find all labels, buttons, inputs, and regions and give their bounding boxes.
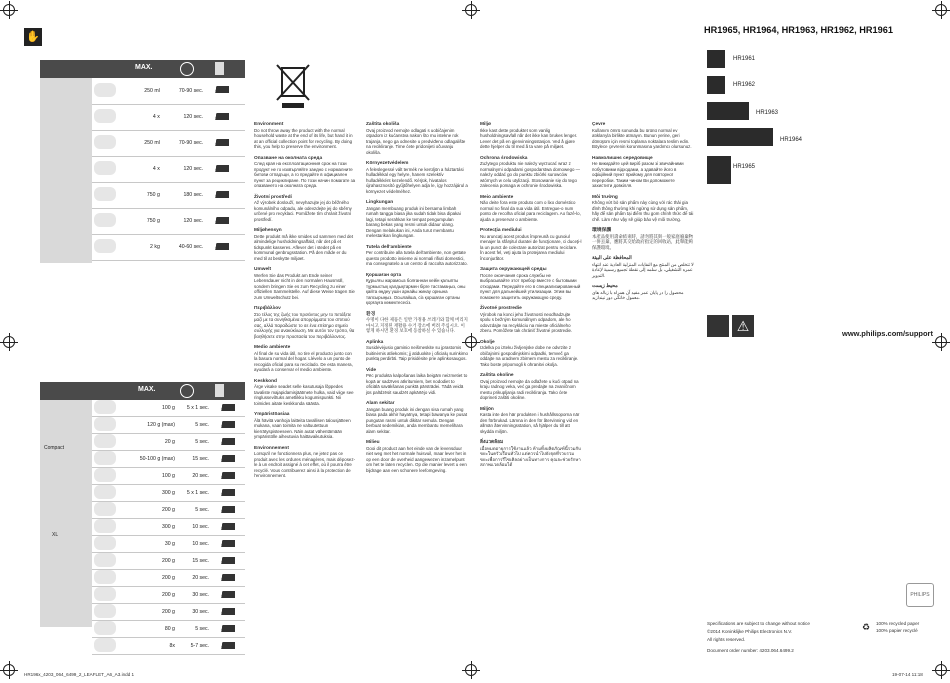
time-cell: 120 sec.	[162, 156, 205, 182]
time-cell: 5 sec.	[177, 417, 211, 434]
speed-icon	[211, 604, 245, 621]
section-heading: Medio ambiente	[254, 345, 291, 350]
section-heading: Vide	[366, 367, 377, 373]
time-cell: 5 sec.	[177, 621, 211, 638]
text-section	[254, 344, 356, 373]
speed-icon	[211, 570, 245, 587]
section-body: Jangan membuang produk ini bersama limbah rumah tangga biasa jika sudah tidak bisa dipakai lagi, tetapi serahkan ke tempat pengumpulan barang bekas yang resmi untuk didaur ulang. Dengan melakukan ini, Anda turut membantu melestarikan lingkungan.	[366, 205, 461, 238]
ingredient-icon	[92, 156, 132, 182]
time-cell: 70-90 sec.	[162, 78, 205, 104]
ingredient-icon	[92, 502, 126, 519]
section-heading: Защита окружающей среды	[480, 267, 547, 272]
section-heading: Môi trường	[592, 194, 618, 200]
registration-mark-bottom-right	[935, 664, 947, 676]
amount-cell: 300 g	[126, 519, 177, 536]
section-heading: Umwelt	[254, 267, 272, 272]
ingredient-icon	[92, 234, 132, 260]
section-body: Jangan buang produk ini dengan sisa rumah yang biasa pada akhir hayatnya, tetapi bawanya ke pusat pungutan rasmi untuk dikitar semula. Dengan berbuat sedemikian, anda membantu memelihara alam sekitar.	[366, 406, 468, 434]
speed-icon	[211, 536, 245, 553]
section-heading: Milieu	[366, 440, 380, 445]
device-image-column	[40, 78, 92, 263]
speed-icon	[205, 78, 245, 104]
ingredient-icon	[92, 553, 126, 570]
time-cell: 180 sec.	[162, 182, 205, 208]
table2-row	[92, 638, 245, 655]
table1-row	[92, 130, 245, 156]
text-section	[592, 121, 694, 150]
ingredient-icon	[92, 621, 126, 638]
section-heading: Környezetvédelem	[366, 161, 409, 166]
section-body: След края на експлоатационния срок на този продукт не го изхвърляйте заедно с нормалните битови отпадъци, а го предайте в официален пункт за рециклиране. По този начин помагате за опазването на околната среда.	[254, 161, 356, 188]
spec-note: Specifications are subject to change without notice	[707, 621, 810, 626]
table2-row	[92, 621, 245, 638]
speed-icon	[211, 553, 245, 570]
section-body: Ärge visake seadet selle kasutusaja lõppedes tavaliste majapidamisjäätmete hulka, vaid viige see ringlussevõtuks ametlikku kogumispunkti. Nii toimides aitate keskkonda säästa.	[254, 384, 354, 406]
product-image-hr1961	[707, 50, 725, 68]
section-body: Per contribuire alla tutela dell'ambiente, non gettate questo prodotto insieme ai normali rifiuti domestici, ma consegnatelo a un centro di raccolta autorizzato.	[366, 250, 468, 266]
section-heading: Keskkond	[254, 378, 277, 384]
time-cell: 10 sec.	[177, 519, 211, 536]
max-label: MAX.	[135, 64, 153, 71]
table2-row	[92, 451, 245, 468]
section-body: เมื่อหมดอายุการใช้งานแล้ว ห้ามทิ้งผลิตภัณฑ์นี้รวมกับขยะในครัวเรือนทั่วไป แต่ควรนำไปยังจุดที่รวบรวมขยะเพื่อการรีไซเคิลอย่างเป็นทางการ คุณจะช่วยรักษาสภาพแวดล้อมได้	[480, 445, 581, 467]
text-column-3	[480, 121, 582, 473]
model-label-hr1962: HR1962	[733, 82, 756, 88]
speed-icon	[211, 502, 245, 519]
speed-icon	[205, 104, 245, 130]
text-section	[254, 155, 356, 189]
section-body: Ikke kast dette produktet som vanlig husholdningsavfall når det ikke kan brukes lenger. Lever det på en gjenvinningsstasjon. Ved å gjøre dette hjelper du til med å ta vare på miljøet.	[480, 127, 578, 149]
ingredient-icon	[92, 434, 126, 451]
product-image-hr1964	[707, 128, 773, 146]
registration-mark-bottom-center	[465, 664, 477, 676]
table2-row	[92, 519, 245, 536]
page-title: HR1965, HR1964, HR1963, HR1962, HR1961	[704, 25, 893, 35]
amount-cell: 100 g	[126, 468, 177, 485]
amount-cell: 750 g	[132, 182, 162, 208]
ingredient-icon	[92, 638, 126, 655]
section-body: Kasta inte den här produkten i hushållssoporna när den förbrukad. Lämna in den för återvinning vid en allmän återvinningsstation, så hjälper du till att skydda miljön.	[480, 412, 580, 434]
section-heading: Miljøhensyn	[254, 228, 282, 233]
section-heading: Ympäristöasiaa	[254, 412, 290, 417]
text-section	[366, 272, 468, 306]
amount-cell: 2 kg	[132, 234, 162, 260]
section-body: Não deite fora este produto com o lixo doméstico normal no final da sua vida útil. Entregue-o num ponto de recolha oficial para reciclagem. Ao fazê-lo, ajuda a preservar o ambiente.	[480, 200, 581, 222]
ingredient-icon	[92, 519, 126, 536]
section-body: 수명이 다한 제품은 일반 가정용 쓰레기와 함께 버리지 마시고 지정된 재활용 수거 장소에 버려 주십시오. 이렇게 하시면 환경 보호에 동참하실 수 있습니다.	[366, 317, 468, 333]
crossed-bin-icon	[272, 60, 314, 110]
ingredient-icon	[92, 570, 126, 587]
timer-icon-2	[180, 384, 194, 398]
beaker-icon-2	[215, 384, 224, 397]
file-slug: HR196x_4203_064_6499_2_LEAFLET_A6_A3.indd 1	[24, 672, 135, 677]
xl-label: XL	[52, 532, 59, 538]
table2-row	[92, 604, 245, 621]
text-section	[254, 227, 356, 261]
time-cell: 30 sec.	[177, 604, 211, 621]
amount-cell: 50-100 g (max)	[126, 451, 177, 468]
section-heading: محیط زیست	[592, 284, 618, 289]
ingredient-icon	[92, 182, 132, 208]
section-heading: Životní prostředí	[254, 194, 292, 200]
speed-icon	[205, 234, 245, 260]
text-section	[254, 121, 356, 150]
text-section	[254, 445, 356, 479]
text-section	[366, 121, 468, 155]
text-section	[592, 283, 694, 301]
date-slug: 19-07-14 11:18	[892, 672, 923, 677]
text-section	[480, 339, 582, 368]
time-cell: 120 sec.	[162, 104, 205, 130]
text-column-4	[592, 121, 694, 306]
section-heading: Опазване на околната среда	[254, 155, 323, 161]
amount-cell: 30 g	[126, 536, 177, 553]
text-section	[480, 194, 582, 223]
amount-cell: 250 ml	[132, 130, 162, 156]
section-heading: สิ่งแวดล้อม	[480, 440, 504, 445]
speed-icon	[205, 182, 245, 208]
amount-cell: 200 g	[126, 604, 177, 621]
philips-logo: PHILIPS	[906, 583, 934, 607]
ingredient-icon	[92, 485, 126, 502]
section-body: Al final de su vida útil, no tire el producto junto con la basura normal del hogar. Llévelo a un punto de recogida oficial para su reciclado. De esta manera, ayudará a conservar el medio ambiente.	[254, 350, 353, 372]
registration-mark-bottom-left	[3, 664, 15, 676]
text-section	[592, 155, 694, 189]
section-heading: Protecţia mediului	[480, 228, 522, 233]
text-section	[254, 378, 356, 407]
speed-icon	[211, 587, 245, 604]
section-heading: Zaštita okoliša	[366, 122, 400, 127]
section-heading: Қоршаған орта	[366, 272, 402, 278]
section-body: Στο τέλος της ζωής του προϊόντος μην το πετάξετε μαζί με τα συνηθισμένα απορρίμματα του σπιτιού σας, αλλά παραδώστε το σε ένα επίσημο σημείο συλλογής για ανακύκλωση. Με αυτόν τον τρόπο, θα βοηθήσετε στην προστασία του περιβάλλοντος.	[254, 311, 355, 339]
usage-table-2-header	[40, 382, 245, 400]
ingredient-icon	[92, 451, 126, 468]
table1-row	[92, 104, 245, 130]
time-cell: 20 sec.	[177, 468, 211, 485]
text-column-2	[366, 121, 468, 478]
recycled-paper-en: 100% recycled paper	[876, 621, 920, 626]
usage-table-1-header	[40, 60, 245, 78]
section-body: Dette produkt må ikke smides ud sammen med det almindelige husholdningsaffald, når det på et tidspunkt kasseres. Aflever det i stedet på en kommunal genbrugsstation. På den måde er du med til at beskytte miljøet.	[254, 233, 354, 261]
speed-icon	[211, 400, 245, 417]
text-section	[254, 305, 356, 339]
copyright: ©2014 Koninklijke Philips Electronics N.V.	[707, 629, 793, 634]
recycle-icon: ♻	[862, 622, 871, 632]
amount-cell: 20 g	[126, 434, 177, 451]
text-section	[366, 244, 468, 267]
model-label-hr1961: HR1961	[733, 56, 756, 62]
table2-row	[92, 434, 245, 451]
section-heading: Περιβάλλον	[254, 306, 281, 311]
section-heading: 環境保護	[592, 228, 612, 233]
support-url[interactable]: www.philips.com/support	[842, 329, 933, 338]
time-cell: 5 x 1 sec.	[177, 485, 211, 502]
ingredient-icon	[92, 536, 126, 553]
section-heading: 환경	[366, 311, 376, 317]
text-section	[480, 227, 582, 261]
safety-mark-icon	[707, 315, 729, 337]
text-column-1	[254, 121, 356, 484]
model-label-hr1964: HR1964	[780, 137, 803, 143]
product-image-hr1963	[707, 102, 749, 120]
table1-row	[92, 78, 245, 104]
text-section	[480, 305, 582, 334]
registration-mark-top-right	[935, 4, 947, 16]
table2-row	[92, 570, 245, 587]
beaker-icon	[215, 62, 224, 75]
time-cell: 40-60 sec.	[162, 234, 205, 260]
ingredient-icon	[92, 130, 132, 156]
document-number: Document order number: 4203.064.6499.2	[707, 648, 794, 653]
time-cell: 5-7 sec.	[177, 638, 211, 655]
time-cell: 5 sec.	[177, 434, 211, 451]
speed-icon	[205, 156, 245, 182]
time-cell: 15 sec.	[177, 553, 211, 570]
text-section	[254, 194, 356, 223]
text-section	[480, 266, 582, 300]
section-heading: Životné prostredie	[480, 306, 522, 311]
section-heading: Alam sekitar	[366, 401, 395, 406]
amount-cell: 4 x	[132, 104, 162, 130]
speed-icon	[211, 519, 245, 536]
section-body: Ovaj proizvod nemojte da odlažete u kući otpad na kraju radnog veka, već ga predajte na zvaničnom mestu prikupljanja radi recikliranja. Tako ćete doprineti zaštiti okoline.	[480, 378, 579, 400]
section-heading: Miljø	[480, 122, 491, 127]
table1-row	[92, 208, 245, 234]
timer-icon	[180, 62, 194, 76]
model-label-hr1965: HR1965	[733, 164, 756, 170]
table2-row	[92, 417, 245, 434]
section-heading: Okolje	[480, 339, 495, 345]
section-body: Ovaj proizvod nemojte odlagati s uobičajenim otpadom iz kućanstva nakon što mu istekne rok trajanja, nego ga odnesite u predviđeno odlagalište na recikliranje. Time ćete pridonijeti očuvanju okoliša.	[366, 127, 466, 155]
section-body: Susidėvėjusio gaminio neišmeskite su įprastomis buitinėmis atliekomis; jį atiduokite į oficialų surinkimo punktą perdirbti. Taip prisidėsite prie aplinkosaugos.	[366, 345, 469, 361]
compact-label: Compact	[44, 445, 65, 451]
speed-icon	[211, 417, 245, 434]
section-body: محصول را در پایان عمر مفید آن همراه با زباله های معمول خانگی دور نیندازید.	[592, 289, 684, 300]
ingredient-icon	[92, 417, 126, 434]
registration-mark-mid-right	[935, 336, 947, 348]
section-heading: Tutela dell'ambiente	[366, 244, 412, 250]
chopper-image-column	[40, 400, 92, 627]
section-heading: Environnement	[254, 445, 289, 451]
ingredient-icon	[92, 400, 126, 417]
text-section	[254, 411, 356, 440]
section-body: Pēc produkta kalpošanas laika beigām neizmetiet to kopā ar sadzīves atkritumiem, bet nododiet to oficiālā savākšanas punktā pārstrādei. Tādā veidā jūs palīdzēsit saudzēt apkārtējo vidi.	[366, 373, 468, 395]
text-section	[480, 121, 582, 150]
text-section	[366, 367, 468, 396]
amount-cell: 4 x	[132, 156, 162, 182]
section-heading: Навколишнє середовище	[592, 155, 653, 161]
time-cell: 20 sec.	[177, 570, 211, 587]
table1-row	[92, 156, 245, 182]
section-body: A feleslegessé vált termék ne kerüljön a háztartási hulladékkal egy helyre, hanem szelektív hulladékként kezelendő. Kérjük, hivatalos újrahasznosító gyűjtőhelyen adja le, így hozzájárul a környezet védelméhez.	[366, 166, 468, 194]
text-section	[480, 372, 582, 401]
amount-cell: 8x	[126, 638, 177, 655]
section-body: Až výrobek doslouží, nevyhazujte jej do běžného komunálního odpadu, ale odevzdejte jej do sběrny určené pro recyklaci. Pomůžete tím chránit životní prostředí.	[254, 200, 352, 222]
amount-cell: 200 g	[126, 587, 177, 604]
usage-table-2	[40, 382, 245, 655]
section-body: Lorsqu'il ne fonctionnera plus, ne jetez pas ce produit avec les ordures ménagères, mais déposez-le à un endroit assigné à cet effet, où il pourra être recyclé. Vous contribuerez ainsi à la protection de l'environnement.	[254, 451, 356, 478]
text-section	[592, 255, 694, 278]
table2-row	[92, 587, 245, 604]
text-section	[480, 439, 582, 468]
table2-row	[92, 536, 245, 553]
amount-cell: 120 g (max)	[126, 417, 177, 434]
speed-icon	[211, 468, 245, 485]
time-cell: 30 sec.	[177, 587, 211, 604]
table2-row	[92, 553, 245, 570]
model-label-hr1963: HR1963	[756, 110, 779, 116]
section-body: 本產品使用壽命結束時，請勿將其與一般家庭廢棄物一併丟棄，應將其交給政府指定的回收站，此舉能夠保護環境。	[592, 233, 693, 250]
section-body: Do not throw away the product with the normal household waste at the end of its life, but hand it in at an official collection point for recycling. By doing this, you help to preserve the environment.	[254, 127, 353, 149]
amount-cell: 100 g	[126, 400, 177, 417]
amount-cell: 200 g	[126, 502, 177, 519]
registration-mark-top-center	[465, 4, 477, 16]
text-section	[480, 155, 582, 189]
text-section	[366, 439, 468, 473]
speed-icon	[211, 451, 245, 468]
table1-row	[92, 234, 245, 260]
section-body: Izdelka po izteku življenjske dobe ne odvrzite z običajnimi gospodinjskimi odpadki, temveč ga oddajte na uradnem zbirnem mestu za recikliranje. Tako boste pripomogli k ohranitvi okolja.	[480, 345, 579, 367]
speed-icon	[205, 208, 245, 234]
table2-row	[92, 468, 245, 485]
section-heading: Meio ambiente	[480, 194, 514, 200]
section-heading: Aplinka	[366, 339, 384, 345]
speed-icon	[211, 434, 245, 451]
text-section	[366, 311, 468, 334]
time-cell: 15 sec.	[177, 451, 211, 468]
rights: All rights reserved.	[707, 637, 746, 642]
section-body: Älä hävitä vanhoja laitteita tavallisen talousjätteen mukana, vaan toimita ne valtuutettuun kierrätyspisteeseen. Näin autat vähentämään ympäristölle aiheutuvia haittavaikutuksia.	[254, 417, 351, 439]
amount-cell: 750 g	[132, 208, 162, 234]
table1-row	[92, 182, 245, 208]
text-section	[480, 406, 582, 435]
ingredient-icon	[92, 468, 126, 485]
section-heading: Çevre	[592, 122, 606, 127]
table2-row	[92, 400, 245, 417]
section-body: Không vứt bỏ sản phẩm này cùng với rác thải gia đình thông thường khi ngừng sử dụng sản phẩm, hãy để sản phẩm tại điểm thu gom chính thức để tái chế. Làm như vậy sẽ giúp bảo vệ môi trường.	[592, 200, 694, 222]
registration-mark-mid-left	[3, 336, 15, 348]
warning-icon: ⚠	[732, 315, 754, 337]
section-body: Не викидайте цей виріб разом зі звичайними побутовими відходами, а здавайте його в офіційний пункт прийому для повторної переробки. Таким чином Ви допоможете захистити довкілля.	[592, 161, 684, 188]
section-body: После окончания срока службы не выбрасывайте этот прибор вместе с бытовыми отходами. Передайте его в специализированный пункт для дальнейшей утилизации. Этим вы поможете защитить окружающую среду.	[480, 272, 581, 300]
speed-icon	[211, 638, 245, 655]
section-heading: المحافظة على البيئة	[592, 256, 632, 261]
speed-icon	[211, 621, 245, 638]
section-heading: Miljön	[480, 406, 494, 412]
section-body: Құрылғы жарамсыз болғаннан кейін қалыпты тұрмыстық қалдықтармен бірге тастамаңыз, оны қайта өңдеу үшін арнайы жинау орнына тапсырыңыз. Осылайша, сіз қоршаған ортаны қорғауға көмектесесіз.	[366, 278, 466, 305]
section-heading: Lingkungan	[366, 200, 394, 205]
product-image-hr1965	[707, 156, 731, 184]
table2-row	[92, 502, 245, 519]
usage-table-1-grid	[92, 78, 245, 261]
time-cell: 5 sec.	[177, 502, 211, 519]
registration-mark-top-left	[3, 4, 15, 16]
section-body: Výrobok na konci jeho životnosti neodhadzujte spolu s bežným komunálnym odpadom, ale ho odovzdajte na recykláciu na mieste oficiálneho zberu. Pomôžete tak chrániť životné prostredie.	[480, 311, 573, 333]
text-section	[592, 227, 694, 250]
text-section	[366, 160, 468, 194]
ingredient-icon	[92, 208, 132, 234]
section-body: Gooi dit product aan het einde van de levensduur niet weg met het normale huisvuil, maar lever het in op een door de overheid aangewezen inzamelpunt om het te laten recyclen. Op die manier levert u een bijdrage aan een schonere leefomgeving.	[366, 445, 467, 473]
usage-table-2-grid	[92, 400, 245, 655]
speed-icon	[211, 485, 245, 502]
amount-cell: 300 g	[126, 485, 177, 502]
time-cell: 70-90 sec.	[162, 130, 205, 156]
time-cell: 120 sec.	[162, 208, 205, 234]
amount-cell: 200 g	[126, 553, 177, 570]
text-section	[366, 400, 468, 434]
text-section	[366, 339, 468, 362]
product-image-hr1962	[707, 76, 725, 94]
hand-logo-icon: ✋	[24, 28, 42, 46]
time-cell: 5 x 1 sec.	[177, 400, 211, 417]
section-body: لا تتخلص من المنتج مع النفايات المنزلية العادية عند انتهاء عمره التشغيلي، بل سلمه إلى نقطة تجميع رسمية لإعادة التدوير.	[592, 261, 694, 278]
section-body: Kullanım ömrü sonunda bu ürünü normal ev atıklarıyla birlikte atmayın. Bunun yerine, geri dönüşüm için resmi toplama noktalara teslim edin. Böylece çevrenin korunmasına yardımcı olursunuz.	[592, 127, 692, 149]
amount-cell: 80 g	[126, 621, 177, 638]
section-body: Nu aruncaţi acest produs împreună cu gunoiul menajer la sfârşitul duratei de funcţionare, ci duceţi-l la un punct de colectare autorizat pentru reciclare. În acest fel, veţi ajuta la protejarea mediului înconjurător.	[480, 233, 582, 261]
ingredient-icon	[92, 78, 132, 104]
section-heading: Ochrona środowiska	[480, 155, 528, 161]
text-section	[366, 199, 468, 239]
amount-cell: 250 ml	[132, 78, 162, 104]
section-body: Werfen Sie das Produkt am Ende seiner Lebensdauer nicht in den normalen Hausmüll, sondern bringen Sie es zum Recycling zu einer offiziellen Sammelstelle. Auf diese Weise tragen Sie zum Umweltschutz bei.	[254, 272, 355, 300]
section-body: Zużytego produktu nie należy wyrzucać wraz z normalnymi odpadami gospodarstwa domowego — należy oddać go do punktu zbiórki surowców wtórnych w celu utylizacji. Stosowanie się do tego zalecenia pomaga w ochronie środowiska.	[480, 161, 581, 188]
ingredient-icon	[92, 104, 132, 130]
recycled-paper-fr: 100% papier recyclé	[876, 628, 918, 633]
amount-cell: 200 g	[126, 570, 177, 587]
section-heading: Environment	[254, 122, 284, 127]
ingredient-icon	[92, 587, 126, 604]
table2-row	[92, 485, 245, 502]
text-section	[254, 266, 356, 300]
time-cell: 10 sec.	[177, 536, 211, 553]
ingredient-icon	[92, 604, 126, 621]
speed-icon	[205, 130, 245, 156]
max-label-2: MAX.	[138, 386, 156, 393]
section-heading: Zaštita okoline	[480, 373, 514, 378]
text-section	[592, 194, 694, 223]
usage-table-1	[40, 60, 245, 263]
